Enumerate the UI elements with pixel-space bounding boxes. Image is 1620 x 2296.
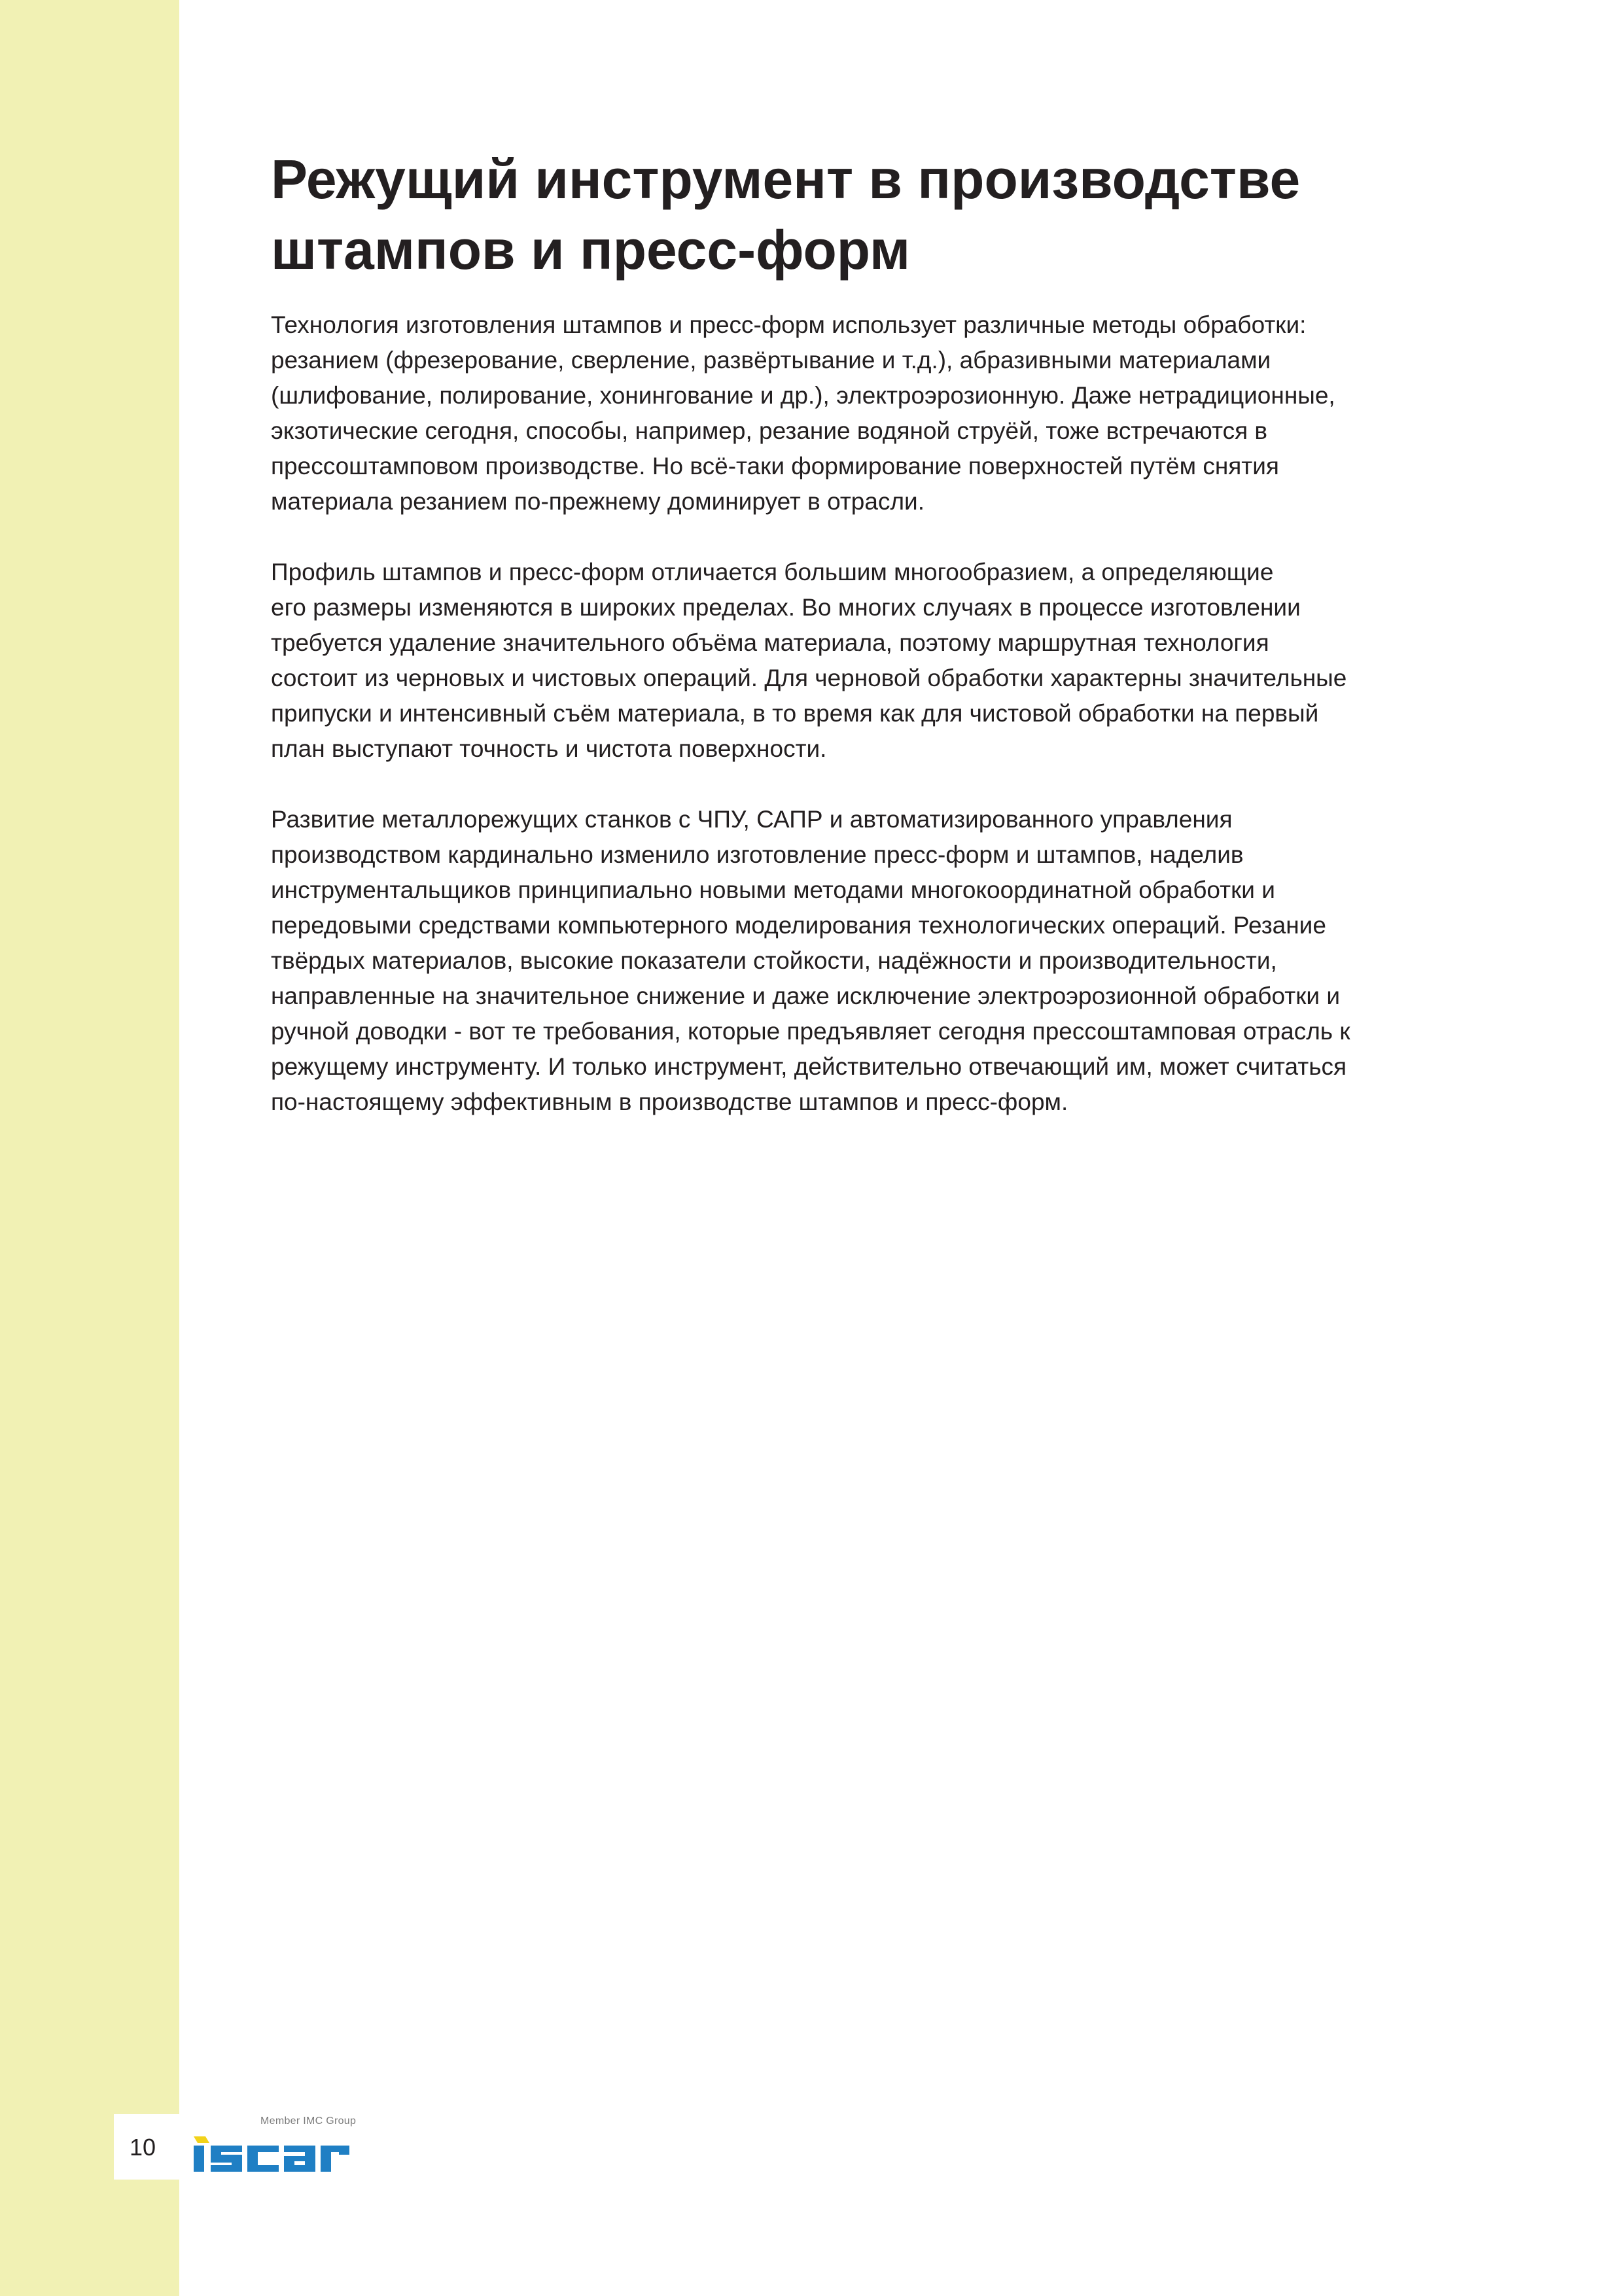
text-line: припуски и интенсивный съём материала, в то время как для чистовой обработки на первый — [271, 700, 1319, 727]
page-title-line: Режущий инструмент в производстве — [271, 148, 1301, 210]
body-text — [271, 307, 1449, 1155]
iscar-logo — [192, 2114, 395, 2180]
text-line: прессоштамповом производстве. Но всё-таки формирование поверхностей путём снятия — [271, 453, 1279, 479]
side-color-band — [0, 0, 179, 2296]
text-line: Развитие металлорежущих станков с ЧПУ, САПР и автоматизированного управления — [271, 806, 1233, 833]
text-line: Технология изготовления штампов и пресс-форм использует различные методы обработки: — [271, 311, 1307, 338]
text-line: требуется удаление значительного объёма материала, поэтому маршрутная технология — [271, 629, 1269, 656]
page-title — [271, 144, 1514, 285]
text-line: план выступают точность и чистота поверхности. — [271, 735, 827, 762]
text-line: экзотические сегодня, способы, например, резание водяной струёй, тоже встречаются в — [271, 417, 1268, 444]
paragraph-2 — [271, 555, 1449, 767]
text-line: его размеры изменяются в широких пределах. Во многих случаях в процессе изготовлении — [271, 594, 1301, 621]
text-line: инструментальщиков принципиально новыми методами многокоординатной обработки и — [271, 877, 1275, 903]
page-title-line: штампов и пресс-форм — [271, 219, 911, 281]
text-line: Профиль штампов и пресс-форм отличается большим многообразием, а определяющие — [271, 559, 1274, 585]
text-line: твёрдых материалов, высокие показатели стойкости, надёжности и производительности, — [271, 947, 1277, 974]
text-line: направленные на значительное снижение и даже исключение электроэрозионной обработки и — [271, 983, 1341, 1009]
text-line: режущему инструменту. И только инструмент, действительно отвечающий им, может считаться — [271, 1053, 1347, 1080]
paragraph-1 — [271, 307, 1449, 519]
iscar-wordmark-icon — [192, 2136, 389, 2173]
text-line: производством кардинально изменило изготовление пресс-форм и штампов, наделив — [271, 841, 1244, 868]
text-line: ручной доводки - вот те требования, которые предъявляет сегодня прессоштамповая отрасль к — [271, 1018, 1350, 1045]
text-line: резанием (фрезерование, сверление, развёртывание и т.д.), абразивными материалами — [271, 347, 1271, 374]
text-line: материала резанием по-прежнему доминирует в отрасли. — [271, 488, 924, 515]
logo-tagline: Member IMC Group — [260, 2115, 357, 2127]
paragraph-3 — [271, 802, 1449, 1120]
text-line: передовыми средствами компьютерного моделирования технологических операций. Резание — [271, 912, 1326, 939]
text-line: по-настоящему эффективным в производстве штампов и пресс-форм. — [271, 1088, 1068, 1115]
text-line: состоит из черновых и чистовых операций. Для черновой обработки характерны значительные — [271, 665, 1347, 691]
page-number: 10 — [130, 2134, 156, 2161]
text-line: (шлифование, полирование, хонингование и др.), электроэрозионную. Даже нетрадиционные, — [271, 382, 1335, 409]
